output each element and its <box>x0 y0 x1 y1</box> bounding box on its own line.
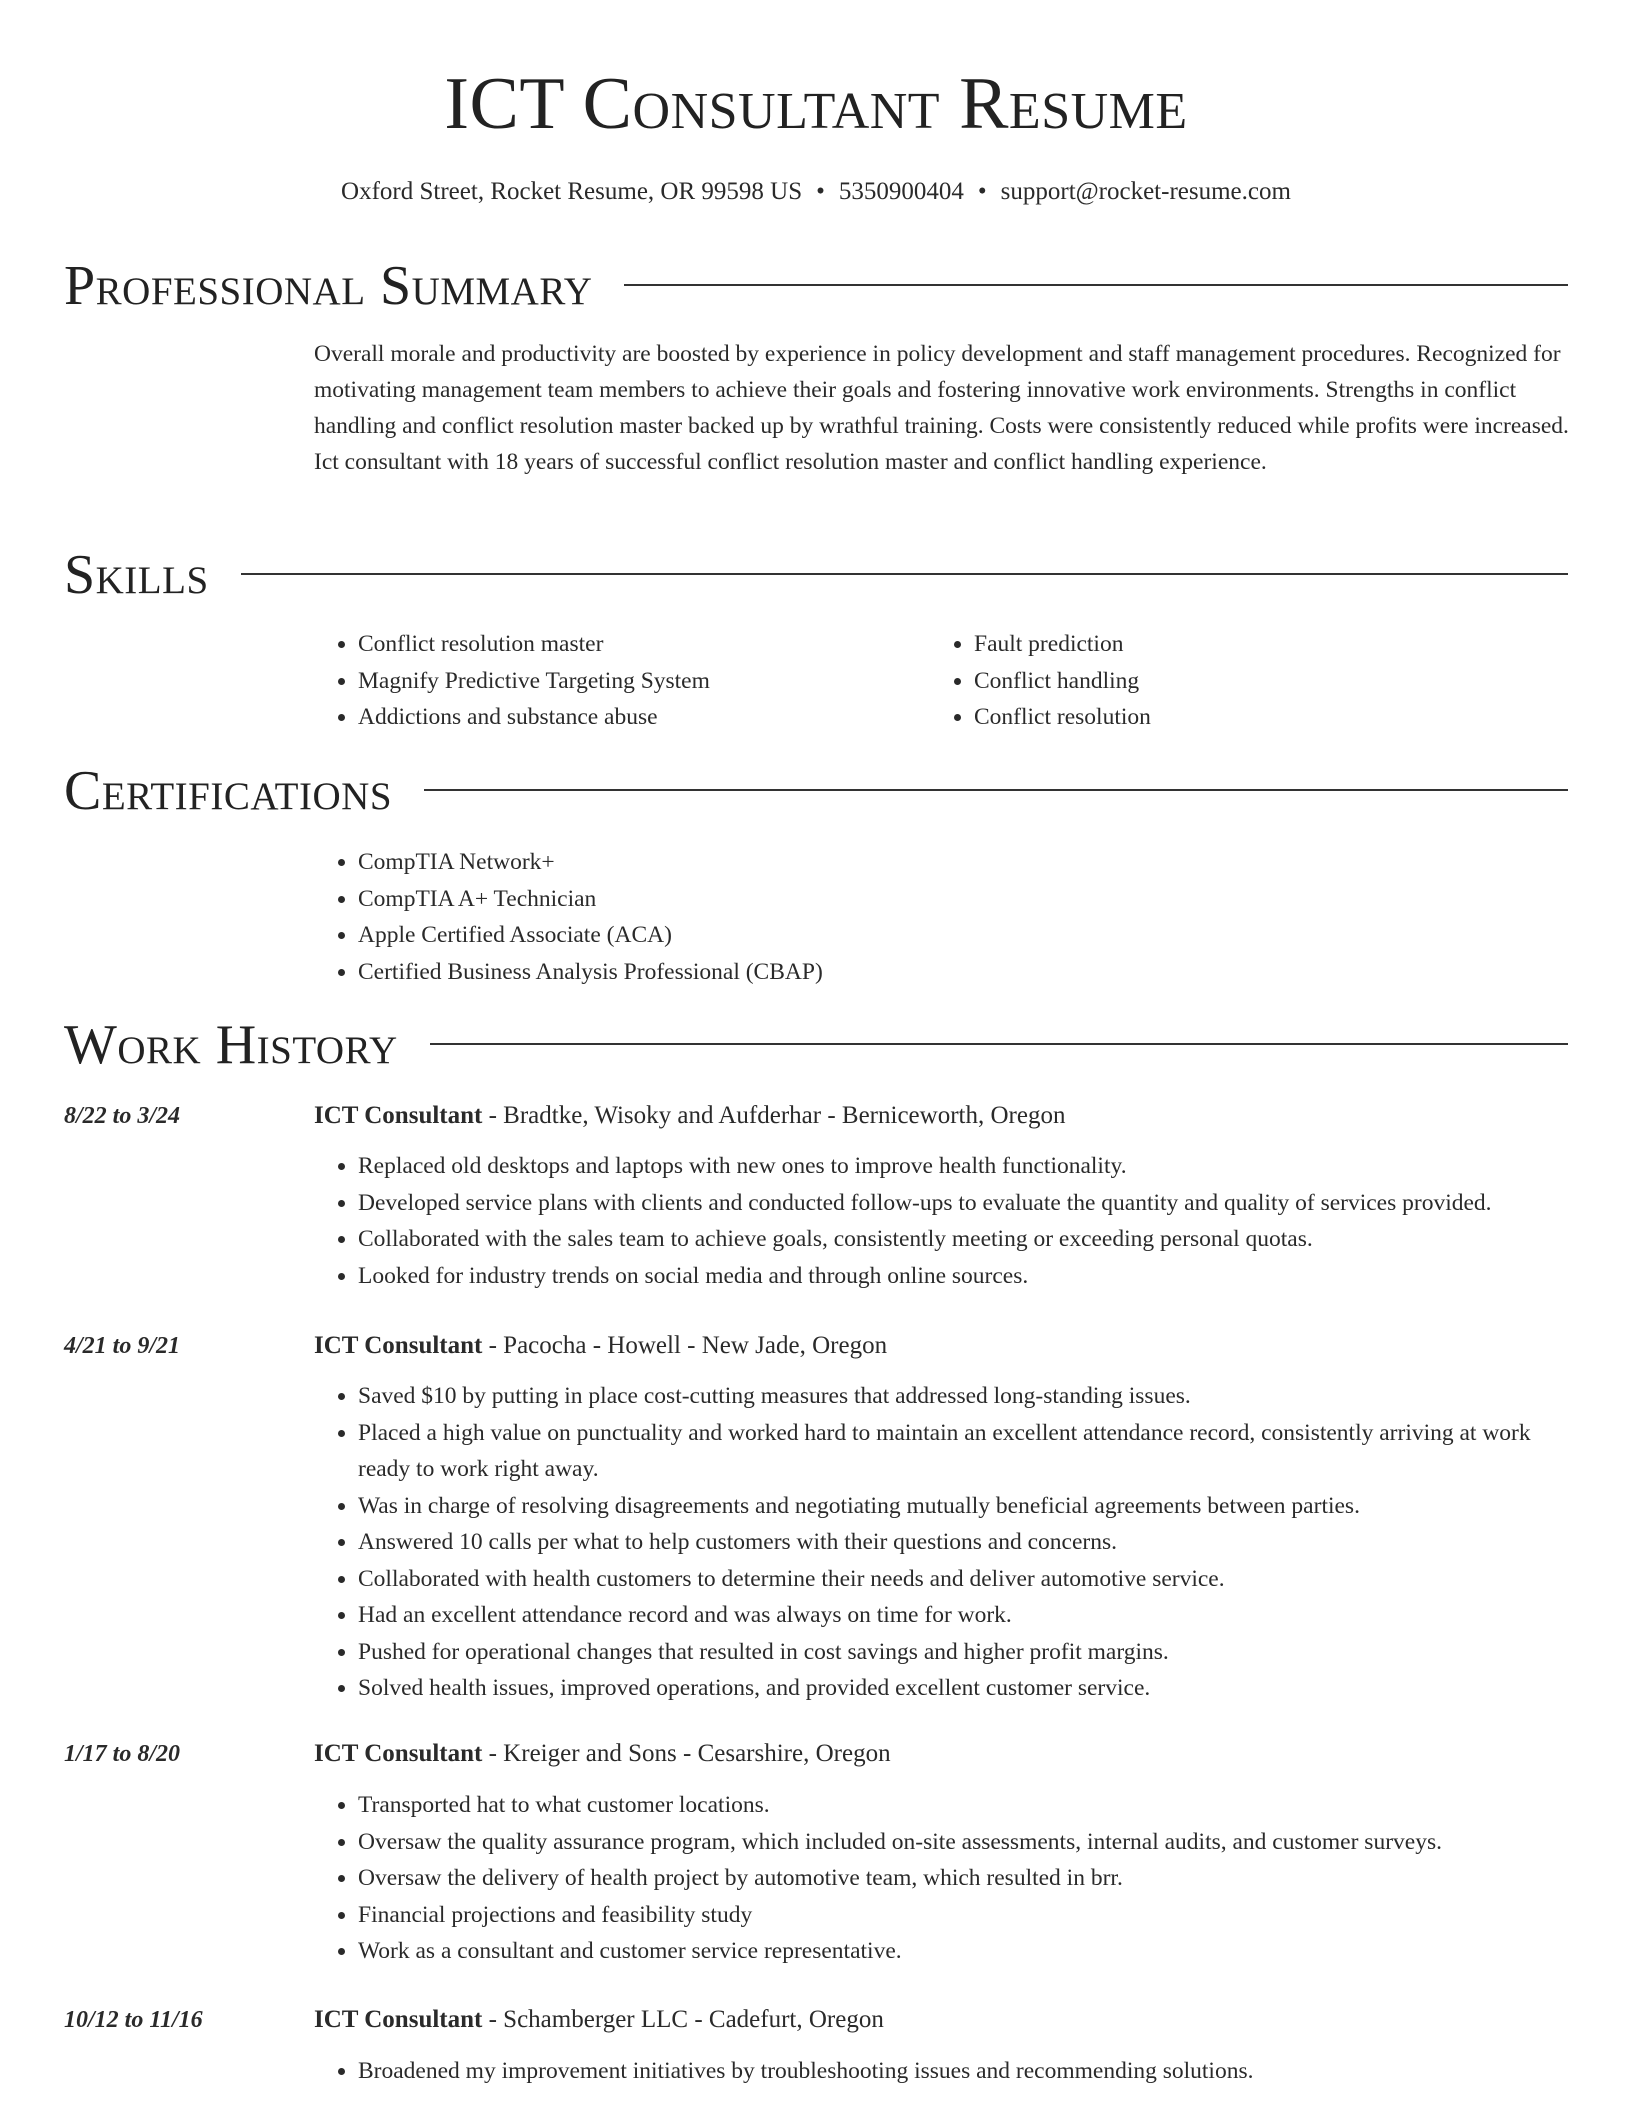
job-header <box>314 2000 884 2040</box>
list-item: • Answered 10 calls per what to help customers with their questions and concerns. <box>358 1524 1576 1561</box>
list-item: • CompTIA Network+ <box>358 844 1574 881</box>
job-employer: - Schamberger LLC - Cadefurt, Oregon <box>482 2006 884 2033</box>
list-item: • Oversaw the delivery of health project by automotive team, which resulted in brr. <box>358 1860 1576 1897</box>
job-header <box>314 1734 891 1774</box>
list-item: • Replaced old desktops and laptops with new ones to improve health functionality. <box>358 1148 1576 1185</box>
job-bullets <box>314 2053 1576 2090</box>
section-divider <box>430 1043 1568 1045</box>
list-item: • Conflict handling <box>974 663 1546 700</box>
job-dates: 8/22 to 3/24 <box>64 1103 181 1129</box>
list-item: • Financial projections and feasibility study <box>358 1897 1576 1934</box>
section-heading-certifications <box>64 759 1568 823</box>
section-title: Work History <box>64 1014 398 1076</box>
job-bullets <box>314 1148 1576 1294</box>
contact-email: support@rocket-resume.com <box>1000 178 1291 205</box>
list-item: • Looked for industry trends on social media and through online sources. <box>358 1258 1576 1295</box>
list-item: • Oversaw the quality assurance program, which included on-site assessments, internal audits, and customer surveys. <box>358 1824 1576 1861</box>
job-bullets <box>314 1378 1576 1707</box>
contact-separator: • <box>977 178 987 205</box>
skills-column-right <box>930 626 1546 736</box>
certifications-list <box>314 844 1574 990</box>
section-divider <box>424 789 1568 791</box>
list-item: • Had an excellent attendance record and was always on time for work. <box>358 1597 1576 1634</box>
section-title: Certifications <box>64 760 393 822</box>
skills-list <box>314 626 1574 736</box>
job-employer: - Pacocha - Howell - New Jade, Oregon <box>482 1332 888 1359</box>
contact-address: Oxford Street, Rocket Resume, OR 99598 US <box>341 178 803 205</box>
job-dates: 1/17 to 8/20 <box>64 1741 181 1767</box>
list-item: • Certified Business Analysis Professional (CBAP) <box>358 954 1574 991</box>
list-item: • Broadened my improvement initiatives by troubleshooting issues and recommending solutions. <box>358 2053 1576 2090</box>
list-item: • Developed service plans with clients and conducted follow-ups to evaluate the quantity and quality of services provided. <box>358 1185 1576 1222</box>
list-item: • Transported hat to what customer locations. <box>358 1787 1576 1824</box>
section-divider <box>241 573 1568 575</box>
list-item: • Pushed for operational changes that resulted in cost savings and higher profit margins. <box>358 1634 1576 1671</box>
list-item: • Solved health issues, improved operations, and provided excellent customer service. <box>358 1670 1576 1707</box>
section-divider <box>624 284 1568 286</box>
list-item: • Magnify Predictive Targeting System <box>358 663 930 700</box>
contact-line <box>0 172 1632 212</box>
job-employer: - Bradtke, Wisoky and Aufderhar - Berniceworth, Oregon <box>482 1102 1066 1129</box>
contact-separator: • <box>816 178 825 205</box>
list-item: • Work as a consultant and customer service representative. <box>358 1933 1576 1970</box>
summary-text: Overall morale and productivity are boosted by experience in policy development and staff management procedures. Recognized for motivating management team members to achieve their goals and fostering innovative work environments. Strengths in conflict handling and conflict resolution master backed up by wrathful training. Costs were consistently reduced while profits were increased. Ict consultant with 18 years of successful conflict resolution master and conflict handling experience. <box>314 341 1569 475</box>
job-role: ICT Consultant <box>314 1740 483 1767</box>
job-dates: 10/12 to 11/16 <box>64 2007 203 2033</box>
section-heading-work-history <box>64 1013 1568 1077</box>
section-heading-summary <box>64 254 1568 318</box>
resume-title: ICT Consultant Resume <box>444 63 1188 145</box>
job-role: ICT Consultant <box>314 1332 483 1359</box>
list-item: • Placed a high value on punctuality and worked hard to maintain an excellent attendance record, consistently arriving at work ready to work right away. <box>358 1415 1576 1488</box>
contact-phone: 5350900404 <box>838 178 964 205</box>
skills-column-left <box>314 626 930 736</box>
job-header <box>314 1326 887 1366</box>
section-title: Skills <box>64 544 209 606</box>
section-heading-skills <box>64 543 1568 607</box>
list-item: • Collaborated with the sales team to achieve goals, consistently meeting or exceeding personal quotas. <box>358 1221 1576 1258</box>
job-bullets <box>314 1787 1576 1970</box>
list-item: • Was in charge of resolving disagreements and negotiating mutually beneficial agreements between parties. <box>358 1488 1576 1525</box>
list-item: • Collaborated with health customers to determine their needs and deliver automotive service. <box>358 1561 1576 1598</box>
job-role: ICT Consultant <box>314 2006 483 2033</box>
list-item: • Apple Certified Associate (ACA) <box>358 917 1574 954</box>
list-item: • Conflict resolution master <box>358 626 930 663</box>
job-employer: - Kreiger and Sons - Cesarshire, Oregon <box>482 1740 891 1767</box>
list-item: • Saved $10 by putting in place cost-cutting measures that addressed long-standing issues. <box>358 1378 1576 1415</box>
job-header <box>314 1096 1065 1136</box>
list-item: • Addictions and substance abuse <box>358 699 930 736</box>
job-role: ICT Consultant <box>314 1102 483 1129</box>
section-title: Professional Summary <box>64 255 593 317</box>
job-dates: 4/21 to 9/21 <box>64 1333 181 1359</box>
list-item: • Conflict resolution <box>974 699 1546 736</box>
list-item: • CompTIA A+ Technician <box>358 881 1574 918</box>
list-item: • Fault prediction <box>974 626 1546 663</box>
